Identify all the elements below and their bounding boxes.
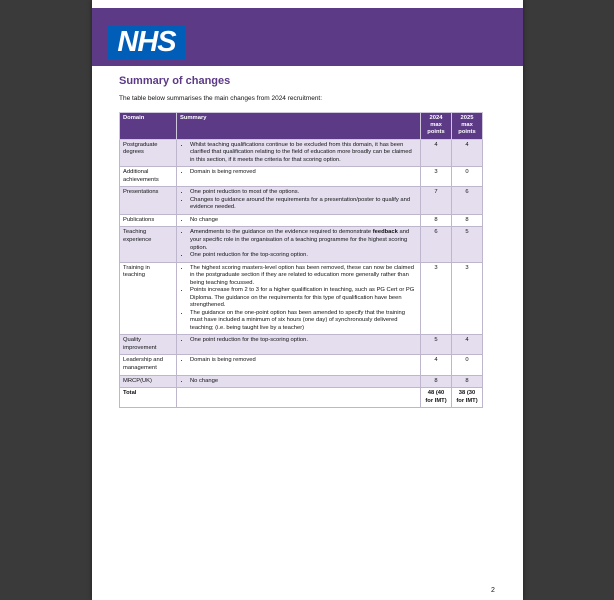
summary-cell	[177, 355, 421, 375]
table-row	[120, 355, 483, 375]
summary-cell	[177, 227, 421, 262]
summary-bullet: • The guidance on the one-point option has been amended to specify that the training must have included a minimum of six hours (one day) of synchronously delivered teaching; (i.e. being taught live by a teacher)	[190, 310, 417, 333]
points-2025-cell: 8	[452, 214, 483, 227]
nhs-logo: NHS	[108, 26, 185, 59]
points-2024-cell: 5	[421, 335, 452, 355]
points-2024-cell: 6	[421, 227, 452, 262]
viewer-right-margin	[523, 0, 614, 600]
points-2025-cell: 8	[452, 375, 483, 388]
viewer-left-margin	[0, 0, 92, 600]
summary-list	[180, 337, 417, 345]
summary-bullet: • One point reduction to most of the options.	[190, 189, 417, 197]
summary-bullet: • Domain is being removed	[190, 169, 417, 177]
points-2024-cell: 4	[421, 355, 452, 375]
page-number: 2	[491, 587, 495, 594]
summary-list	[180, 229, 417, 259]
summary-list	[180, 189, 417, 212]
domain-cell: MRCP(UK)	[120, 375, 177, 388]
summary-cell	[177, 187, 421, 215]
changes-table	[119, 112, 483, 408]
domain-cell: Quality improvement	[120, 335, 177, 355]
summary-cell	[177, 214, 421, 227]
table-row	[120, 214, 483, 227]
total-row	[120, 388, 483, 408]
emphasis-feedback: feedback	[372, 229, 398, 236]
header-summary: Summary	[177, 113, 421, 140]
summary-cell	[177, 335, 421, 355]
summary-list	[180, 217, 417, 225]
domain-cell: Training in teaching	[120, 262, 177, 335]
total-2025: 38 (30 for IMT)	[452, 388, 483, 408]
summary-bullet: • No change	[190, 217, 417, 225]
points-2025-cell: 3	[452, 262, 483, 335]
points-2024-cell: 3	[421, 167, 452, 187]
table-row	[120, 227, 483, 262]
domain-cell: Teaching experience	[120, 227, 177, 262]
total-summary-empty	[177, 388, 421, 408]
points-2024-cell: 8	[421, 214, 452, 227]
points-2025-cell: 0	[452, 167, 483, 187]
summary-list	[180, 357, 417, 365]
intro-text: The table below summarises the main changes from 2024 recruitment:	[119, 95, 323, 102]
points-2025-cell: 0	[452, 355, 483, 375]
header-2025: 2025 max points	[452, 113, 483, 140]
header-domain: Domain	[120, 113, 177, 140]
domain-cell: Additional achievements	[120, 167, 177, 187]
summary-bullet: • Whilst teaching qualifications continue to be excluded from this domain, it has been clarified that qualification relating to the field of education more broadly can be claimed in this section, if it meets the criteria for that scoring option.	[190, 142, 417, 165]
table-body	[120, 139, 483, 407]
total-2024: 48 (40 for IMT)	[421, 388, 452, 408]
summary-bullet: • No change	[190, 378, 417, 386]
domain-cell: Leadership and management	[120, 355, 177, 375]
header-banner	[92, 8, 523, 66]
table-row	[120, 262, 483, 335]
table-row	[120, 139, 483, 167]
summary-cell	[177, 139, 421, 167]
header-2024: 2024 max points	[421, 113, 452, 140]
points-2025-cell: 6	[452, 187, 483, 215]
points-2024-cell: 3	[421, 262, 452, 335]
summary-bullet: • Amendments to the guidance on the evidence required to demonstrate feedback and your specific role in the organisation of a teaching programme for the highest scoring option.	[190, 229, 417, 252]
domain-cell: Presentations	[120, 187, 177, 215]
summary-bullet: • Changes to guidance around the requirements for a presentation/poster to qualify and evidence needed.	[190, 197, 417, 212]
points-2024-cell: 7	[421, 187, 452, 215]
points-2025-cell: 4	[452, 335, 483, 355]
summary-cell	[177, 262, 421, 335]
table-row	[120, 187, 483, 215]
points-2025-cell: 5	[452, 227, 483, 262]
points-2024-cell: 4	[421, 139, 452, 167]
summary-bullet: • One point reduction for the top-scoring option.	[190, 252, 417, 260]
document-page	[92, 0, 523, 600]
table-header-row	[120, 113, 483, 140]
summary-cell	[177, 167, 421, 187]
points-2024-cell: 8	[421, 375, 452, 388]
summary-cell	[177, 375, 421, 388]
summary-list	[180, 169, 417, 177]
summary-bullet: • One point reduction for the top-scoring option.	[190, 337, 417, 345]
summary-list	[180, 378, 417, 386]
domain-cell: Publications	[120, 214, 177, 227]
table-row	[120, 167, 483, 187]
summary-list	[180, 142, 417, 165]
table-row	[120, 335, 483, 355]
points-2025-cell: 4	[452, 139, 483, 167]
table-row	[120, 375, 483, 388]
summary-bullet: • The highest scoring masters-level option has been removed, these can now be claimed in the postgraduate section if they are related to education more generally rather than being teaching focussed.	[190, 265, 417, 288]
summary-bullet: • Domain is being removed	[190, 357, 417, 365]
domain-cell: Postgraduate degrees	[120, 139, 177, 167]
summary-bullet: • Points increase from 2 to 3 for a higher qualification in teaching, such as PG Cert or PG Diploma. The guidance on the requirements for this type of qualification have been strengthened.	[190, 287, 417, 310]
page-title: Summary of changes	[119, 75, 231, 87]
total-label: Total	[120, 388, 177, 408]
summary-list	[180, 265, 417, 333]
